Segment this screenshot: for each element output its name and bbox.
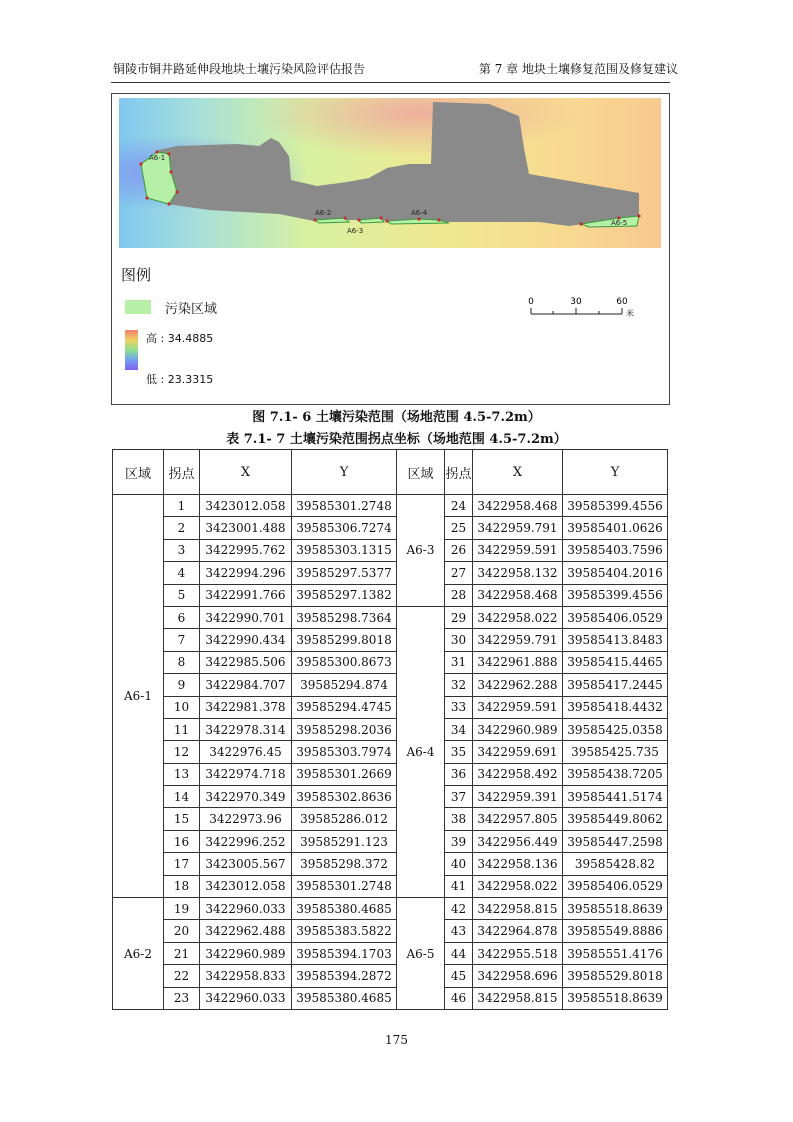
table-body: [113, 495, 668, 1010]
y-cell: 39585425.0358: [563, 718, 668, 740]
point-cell: 8: [164, 651, 200, 673]
point-cell: 6: [164, 606, 200, 628]
y-cell: 39585301.2748: [292, 495, 397, 517]
table-row: [113, 920, 668, 942]
point-cell: 26: [445, 539, 473, 561]
x-cell: 3422957.805: [473, 808, 563, 830]
table-row: [113, 539, 668, 561]
point-cell: 11: [164, 718, 200, 740]
y-cell: 39585529.8018: [563, 965, 668, 987]
y-cell: 39585518.8639: [563, 987, 668, 1009]
x-cell: 3422958.132: [473, 562, 563, 584]
x-cell: 3422962.488: [200, 920, 292, 942]
x-cell: 3422955.518: [473, 942, 563, 964]
header-y: Y: [292, 450, 397, 495]
point-cell: 30: [445, 629, 473, 651]
table-row: [113, 741, 668, 763]
x-cell: 3422959.591: [473, 696, 563, 718]
point-cell: 33: [445, 696, 473, 718]
page-number: 175: [385, 1033, 408, 1047]
x-cell: 3422990.434: [200, 629, 292, 651]
table-row: [113, 763, 668, 785]
y-cell: 39585428.82: [563, 853, 668, 875]
x-cell: 3422985.506: [200, 651, 292, 673]
x-cell: 3422959.791: [473, 629, 563, 651]
x-cell: 3422964.878: [473, 920, 563, 942]
point-cell: 1: [164, 495, 200, 517]
point-cell: 28: [445, 584, 473, 606]
point-cell: 21: [164, 942, 200, 964]
x-cell: 3422994.296: [200, 562, 292, 584]
map-label-a6-4: A6-4: [411, 209, 428, 217]
point-cell: 25: [445, 517, 473, 539]
y-cell: 39585551.4176: [563, 942, 668, 964]
point-cell: 14: [164, 786, 200, 808]
map-label-a6-5: A6-5: [611, 219, 628, 227]
x-cell: 3423001.488: [200, 517, 292, 539]
table-row: [113, 606, 668, 628]
header-point-right: 拐点: [445, 450, 473, 495]
y-cell: 39585301.2748: [292, 875, 397, 897]
y-cell: 39585302.8636: [292, 786, 397, 808]
point-cell: 27: [445, 562, 473, 584]
scale-unit: 米: [626, 309, 634, 318]
y-cell: 39585298.372: [292, 853, 397, 875]
zone-cell: A6-4: [397, 606, 445, 897]
x-cell: 3422970.349: [200, 786, 292, 808]
point-cell: 18: [164, 875, 200, 897]
x-cell: 3422959.591: [473, 539, 563, 561]
y-cell: 39585291.123: [292, 830, 397, 852]
y-cell: 39585297.1382: [292, 584, 397, 606]
point-cell: 32: [445, 674, 473, 696]
y-cell: 39585417.2445: [563, 674, 668, 696]
point-cell: 44: [445, 942, 473, 964]
table-row: [113, 718, 668, 740]
point-cell: 12: [164, 741, 200, 763]
x-cell: 3422960.033: [200, 987, 292, 1009]
x-cell: 3422974.718: [200, 763, 292, 785]
table-row: [113, 495, 668, 517]
header-divider: [111, 82, 670, 83]
legend-title: 图例: [121, 266, 152, 284]
x-cell: 3422958.468: [473, 495, 563, 517]
point-cell: 29: [445, 606, 473, 628]
x-cell: 3422959.391: [473, 786, 563, 808]
scale-bar: [528, 294, 648, 324]
y-cell: 39585399.4556: [563, 495, 668, 517]
point-cell: 4: [164, 562, 200, 584]
table-row: [113, 674, 668, 696]
point-cell: 37: [445, 786, 473, 808]
legend-zone-label: 污染区域: [165, 302, 218, 317]
point-cell: 45: [445, 965, 473, 987]
x-cell: 3422991.766: [200, 584, 292, 606]
point-cell: 42: [445, 898, 473, 920]
header-y-right: Y: [563, 450, 668, 495]
point-cell: 43: [445, 920, 473, 942]
y-cell: 39585399.4556: [563, 584, 668, 606]
table-row: [113, 629, 668, 651]
figure-caption: 图 7.1- 6 土壤污染范围（场地范围 4.5-7.2m）: [252, 410, 541, 425]
y-cell: 39585303.7974: [292, 741, 397, 763]
x-cell: 3422958.022: [473, 606, 563, 628]
scale-tick-30: 30: [570, 297, 582, 307]
point-cell: 24: [445, 495, 473, 517]
x-cell: 3422959.691: [473, 741, 563, 763]
x-cell: 3423012.058: [200, 875, 292, 897]
y-cell: 39585415.4465: [563, 651, 668, 673]
y-cell: 39585286.012: [292, 808, 397, 830]
x-cell: 3422984.707: [200, 674, 292, 696]
point-cell: 35: [445, 741, 473, 763]
point-cell: 5: [164, 584, 200, 606]
table-row: [113, 853, 668, 875]
header-x: X: [200, 450, 292, 495]
header-point: 拐点: [164, 450, 200, 495]
zone-cell: A6-2: [113, 898, 164, 1010]
table-row: [113, 942, 668, 964]
y-cell: 39585394.1703: [292, 942, 397, 964]
y-cell: 39585401.0626: [563, 517, 668, 539]
y-cell: 39585300.8673: [292, 651, 397, 673]
x-cell: 3422960.989: [473, 718, 563, 740]
pollution-map: [119, 98, 661, 248]
point-cell: 2: [164, 517, 200, 539]
x-cell: 3422996.252: [200, 830, 292, 852]
point-cell: 40: [445, 853, 473, 875]
y-cell: 39585406.0529: [563, 606, 668, 628]
y-cell: 39585298.7364: [292, 606, 397, 628]
table-row: [113, 517, 668, 539]
x-cell: 3422958.492: [473, 763, 563, 785]
table-row: [113, 696, 668, 718]
point-cell: 20: [164, 920, 200, 942]
legend-high-value: 高 : 34.4885: [146, 332, 214, 345]
y-cell: 39585403.7596: [563, 539, 668, 561]
header-zone-right: 区域: [397, 450, 445, 495]
y-cell: 39585441.5174: [563, 786, 668, 808]
x-cell: 3422958.468: [473, 584, 563, 606]
y-cell: 39585394.2872: [292, 965, 397, 987]
y-cell: 39585294.4745: [292, 696, 397, 718]
y-cell: 39585418.4432: [563, 696, 668, 718]
table-row: [113, 651, 668, 673]
y-cell: 39585549.8886: [563, 920, 668, 942]
y-cell: 39585425.735: [563, 741, 668, 763]
y-cell: 39585303.1315: [292, 539, 397, 561]
legend-zone-swatch: [125, 300, 151, 314]
map-label-a6-3: A6-3: [347, 227, 364, 235]
map-label-a6-2: A6-2: [315, 209, 332, 217]
header-zone: 区域: [113, 450, 164, 495]
scale-tick-0: 0: [528, 297, 534, 307]
y-cell: 39585306.7274: [292, 517, 397, 539]
header-x-right: X: [473, 450, 563, 495]
y-cell: 39585380.4685: [292, 987, 397, 1009]
point-cell: 16: [164, 830, 200, 852]
x-cell: 3422959.791: [473, 517, 563, 539]
y-cell: 39585449.8062: [563, 808, 668, 830]
point-cell: 23: [164, 987, 200, 1009]
point-cell: 46: [445, 987, 473, 1009]
legend-gradient-bar: [125, 330, 138, 370]
map-label-a6-1: A6-1: [149, 154, 166, 162]
x-cell: 3422956.449: [473, 830, 563, 852]
x-cell: 3423005.567: [200, 853, 292, 875]
x-cell: 3422958.815: [473, 898, 563, 920]
table-row: [113, 808, 668, 830]
x-cell: 3422958.815: [473, 987, 563, 1009]
table-header-row: [113, 450, 668, 495]
point-cell: 19: [164, 898, 200, 920]
point-cell: 10: [164, 696, 200, 718]
x-cell: 3422976.45: [200, 741, 292, 763]
x-cell: 3422961.888: [473, 651, 563, 673]
table-row: [113, 965, 668, 987]
zone-cell: A6-3: [397, 495, 445, 607]
x-cell: 3422958.136: [473, 853, 563, 875]
x-cell: 3423012.058: [200, 495, 292, 517]
zone-cell: A6-1: [113, 495, 164, 898]
y-cell: 39585298.2036: [292, 718, 397, 740]
point-cell: 34: [445, 718, 473, 740]
y-cell: 39585413.8483: [563, 629, 668, 651]
legend-low-value: 低 : 23.3315: [146, 373, 214, 386]
point-cell: 13: [164, 763, 200, 785]
table-caption: 表 7.1- 7 土壤污染范围拐点坐标（场地范围 4.5-7.2m）: [226, 432, 567, 447]
y-cell: 39585383.5822: [292, 920, 397, 942]
point-cell: 31: [445, 651, 473, 673]
x-cell: 3422990.701: [200, 606, 292, 628]
x-cell: 3422981.378: [200, 696, 292, 718]
point-cell: 3: [164, 539, 200, 561]
point-cell: 15: [164, 808, 200, 830]
x-cell: 3422995.762: [200, 539, 292, 561]
table-row: [113, 786, 668, 808]
y-cell: 39585297.5377: [292, 562, 397, 584]
y-cell: 39585438.7205: [563, 763, 668, 785]
point-cell: 17: [164, 853, 200, 875]
y-cell: 39585406.0529: [563, 875, 668, 897]
x-cell: 3422978.314: [200, 718, 292, 740]
x-cell: 3422960.989: [200, 942, 292, 964]
zone-cell: A6-5: [397, 898, 445, 1010]
point-cell: 7: [164, 629, 200, 651]
point-cell: 38: [445, 808, 473, 830]
header-chapter: 第 7 章 地块土壤修复范围及修复建议: [478, 62, 678, 76]
scale-tick-60: 60: [616, 297, 628, 307]
table-row: [113, 875, 668, 897]
x-cell: 3422958.022: [473, 875, 563, 897]
table-row: [113, 830, 668, 852]
point-cell: 36: [445, 763, 473, 785]
table-row: [113, 898, 668, 920]
table-row: [113, 584, 668, 606]
point-cell: 9: [164, 674, 200, 696]
turning-point-table: [112, 449, 668, 1010]
x-cell: 3422962.288: [473, 674, 563, 696]
x-cell: 3422973.96: [200, 808, 292, 830]
point-cell: 22: [164, 965, 200, 987]
y-cell: 39585404.2016: [563, 562, 668, 584]
point-cell: 39: [445, 830, 473, 852]
y-cell: 39585447.2598: [563, 830, 668, 852]
y-cell: 39585518.8639: [563, 898, 668, 920]
point-cell: 41: [445, 875, 473, 897]
header-title: 铜陵市铜井路延伸段地块土壤污染风险评估报告: [113, 62, 366, 76]
y-cell: 39585301.2669: [292, 763, 397, 785]
pollution-map-figure: [111, 93, 670, 405]
table-row: [113, 562, 668, 584]
table-row: [113, 987, 668, 1009]
y-cell: 39585294.874: [292, 674, 397, 696]
x-cell: 3422960.033: [200, 898, 292, 920]
y-cell: 39585380.4685: [292, 898, 397, 920]
x-cell: 3422958.696: [473, 965, 563, 987]
y-cell: 39585299.8018: [292, 629, 397, 651]
x-cell: 3422958.833: [200, 965, 292, 987]
